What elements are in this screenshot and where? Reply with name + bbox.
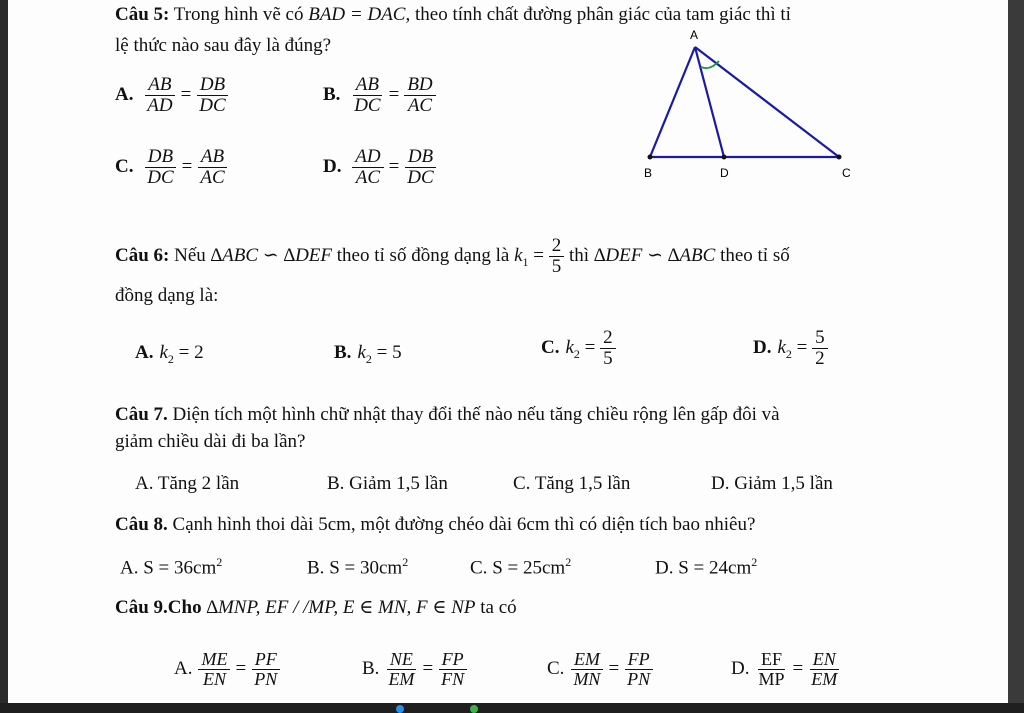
frac-den: 5 bbox=[603, 347, 613, 369]
q6-similar-2: ∆DEF ∽ ∆ABC bbox=[593, 244, 716, 266]
q7-line2: giảm chiều dài đi ba lần? bbox=[115, 431, 306, 452]
window-edge bbox=[1008, 0, 1024, 713]
q7-option-b[interactable]: B. Giảm 1,5 lần bbox=[327, 473, 448, 494]
point-b bbox=[648, 155, 653, 160]
q6-text3: thì bbox=[569, 244, 590, 266]
q5-text2: , theo tính chất đường phân giác của tam giác thì tỉ bbox=[405, 4, 791, 25]
frac-den: AD bbox=[147, 94, 173, 116]
option-sup: 2 bbox=[402, 555, 409, 569]
option-label: C. bbox=[115, 155, 134, 177]
q9-label: Câu 9. bbox=[115, 597, 168, 618]
frac-num: BD bbox=[404, 75, 435, 96]
frac-num: DB bbox=[405, 147, 436, 168]
k: k bbox=[565, 336, 574, 358]
q8-text: Cạnh hình thoi dài 5cm, một đường chéo dài 6cm thì có diện tích bao nhiêu? bbox=[172, 514, 756, 535]
option-label: B. bbox=[307, 557, 325, 579]
frac-den: DC bbox=[147, 166, 174, 188]
k: k bbox=[159, 342, 168, 363]
option-label: B. bbox=[323, 83, 341, 105]
option-label: A. bbox=[135, 342, 154, 363]
k-sub: 2 bbox=[365, 352, 372, 366]
k-sub: 2 bbox=[573, 346, 580, 361]
q6-option-c[interactable] bbox=[541, 328, 616, 369]
q8-option-c[interactable] bbox=[470, 556, 571, 579]
option-value: = 5 bbox=[376, 342, 402, 363]
label-c: C bbox=[842, 166, 851, 180]
q6-text1: Nếu bbox=[174, 244, 206, 266]
q5-math: BAD = DAC bbox=[308, 4, 406, 25]
frac-den: PN bbox=[627, 668, 651, 689]
point-c bbox=[837, 155, 842, 160]
frac-num: DB bbox=[197, 75, 228, 96]
option-value: S = 36cm bbox=[143, 557, 217, 579]
frac-den: AC bbox=[407, 94, 433, 116]
label-d: D bbox=[720, 166, 729, 180]
q5-option-c[interactable]: C. $\frac{DB}{DC}$ = $\frac{AB}{AC}$ bbox=[115, 147, 228, 188]
frac-den: EM bbox=[388, 668, 415, 689]
frac-num: FP bbox=[439, 650, 467, 670]
frac-num: AD bbox=[352, 147, 383, 168]
frac-den: AC bbox=[200, 166, 225, 188]
option-sup: 2 bbox=[216, 555, 223, 569]
q9-option-d[interactable]: D. $\frac{EF}{MP}$ = $\frac{EN}{EM}$ bbox=[731, 650, 840, 689]
q5-option-b[interactable]: B. $\frac{AB}{DC}$ = $\frac{BD}{AC}$ bbox=[323, 75, 436, 116]
option-label: D. bbox=[731, 657, 750, 679]
k-sub: 2 bbox=[785, 346, 792, 361]
frac-num: PF bbox=[252, 650, 280, 670]
q9-option-a[interactable]: A. $\frac{ME}{EN}$ = $\frac{PF}{PN}$ bbox=[174, 650, 280, 689]
q6-k: k bbox=[514, 244, 523, 266]
q5-label: Câu 5: bbox=[115, 4, 170, 25]
q5-line1 bbox=[115, 5, 791, 26]
frac-num: NE bbox=[387, 650, 416, 670]
option-value: S = 30cm bbox=[329, 557, 403, 579]
q8-option-b[interactable] bbox=[307, 556, 408, 579]
frac-den: MN bbox=[573, 668, 601, 689]
q6-line2: đồng dạng là: bbox=[115, 285, 219, 306]
option-label: B. bbox=[362, 657, 380, 679]
q6-label: Câu 6: bbox=[115, 244, 170, 266]
q9-option-b[interactable]: B. $\frac{NE}{EM}$ = $\frac{FP}{FN}$ bbox=[362, 650, 467, 689]
option-label: C. bbox=[470, 557, 488, 579]
frac-den: FN bbox=[441, 668, 465, 689]
frac-num: ME bbox=[198, 650, 230, 670]
option-eq: = bbox=[584, 336, 596, 358]
bisector-ad bbox=[695, 47, 724, 157]
option-label: C. bbox=[547, 657, 565, 679]
option-value: = 2 bbox=[178, 342, 204, 363]
frac-num: EF bbox=[758, 650, 785, 670]
triangle-figure bbox=[628, 25, 868, 185]
q6-option-b[interactable] bbox=[334, 343, 402, 366]
q7-line1 bbox=[115, 405, 780, 426]
q6-line1 bbox=[115, 236, 790, 277]
option-label: D. bbox=[655, 557, 674, 579]
frac-num: FP bbox=[625, 650, 653, 670]
taskbar-app-icon[interactable] bbox=[396, 705, 404, 713]
frac-num: AB bbox=[353, 75, 382, 96]
q5-option-a[interactable]: A. $\frac{AB}{AD}$ = $\frac{DB}{DC}$ bbox=[115, 75, 229, 116]
q8-option-a[interactable] bbox=[120, 556, 222, 579]
frac-num: DB bbox=[145, 147, 176, 168]
q8-option-d[interactable] bbox=[655, 556, 757, 579]
k-sub: 2 bbox=[167, 352, 174, 366]
frac-den: EM bbox=[811, 668, 838, 689]
taskbar bbox=[0, 703, 1024, 713]
frac-num: AB bbox=[198, 147, 227, 168]
q6-eq: = bbox=[533, 244, 544, 266]
k: k bbox=[357, 342, 366, 363]
option-sup: 2 bbox=[565, 555, 572, 569]
q6-text4: theo tỉ số bbox=[720, 244, 790, 266]
option-value: S = 25cm bbox=[492, 557, 566, 579]
option-label: A. bbox=[115, 83, 134, 105]
label-a: A bbox=[690, 28, 699, 42]
q9-math: ∆MNP, EF / /MP, E ∈ MN, F ∈ NP bbox=[206, 597, 476, 618]
frac-num: EM bbox=[571, 650, 603, 670]
q9-option-c[interactable]: C. $\frac{EM}{MN}$ = $\frac{FP}{PN}$ bbox=[547, 650, 653, 689]
q5-line2: lệ thức nào sau đây là đúng? bbox=[115, 35, 332, 56]
frac-den: PN bbox=[254, 668, 278, 689]
frac-den: MP bbox=[758, 668, 785, 689]
q9-text2: ta có bbox=[480, 597, 517, 618]
q9-text1: Cho bbox=[167, 597, 202, 618]
q6-text2: theo tỉ số đồng dạng là bbox=[336, 244, 510, 266]
frac-num: 2 bbox=[549, 236, 565, 257]
k: k bbox=[777, 336, 786, 358]
frac-den: 2 bbox=[815, 347, 825, 369]
option-label: B. bbox=[334, 342, 352, 363]
option-label: A. bbox=[174, 657, 193, 679]
q6-similar-1: ∆ABC ∽ ∆DEF bbox=[210, 244, 333, 266]
frac-den: DC bbox=[199, 94, 226, 116]
q9-line1 bbox=[115, 598, 517, 619]
frac-num: 5 bbox=[812, 328, 828, 349]
q5-text1: Trong hình vẽ có bbox=[173, 4, 309, 25]
q7-label: Câu 7. bbox=[115, 404, 168, 425]
q8-label: Câu 8. bbox=[115, 514, 168, 535]
q7-option-a[interactable]: A. Tăng 2 lần bbox=[135, 473, 240, 494]
frac-num: EN bbox=[810, 650, 839, 670]
q8-line1 bbox=[115, 515, 755, 536]
frac-den: AC bbox=[355, 166, 381, 188]
triangle-lines bbox=[650, 47, 839, 157]
option-value: S = 24cm bbox=[678, 557, 752, 579]
option-label: D. bbox=[753, 336, 772, 358]
point-d bbox=[722, 155, 727, 160]
q6-option-a[interactable] bbox=[135, 343, 204, 366]
option-sup: 2 bbox=[751, 555, 758, 569]
q7-option-d[interactable]: D. Giảm 1,5 lần bbox=[711, 473, 833, 494]
frac-den: 5 bbox=[551, 255, 562, 277]
q7-option-c[interactable]: C. Tăng 1,5 lần bbox=[513, 473, 631, 494]
frac-den: EN bbox=[202, 668, 226, 689]
frac-num: 2 bbox=[600, 328, 616, 349]
side-ab bbox=[650, 47, 695, 157]
frac-den: DC bbox=[354, 94, 381, 116]
taskbar-app-icon[interactable] bbox=[470, 705, 478, 713]
document-page bbox=[8, 0, 1008, 703]
option-eq: = bbox=[796, 336, 808, 358]
option-label: A. bbox=[120, 557, 139, 579]
option-label: D. bbox=[323, 155, 342, 177]
frac-num: AB bbox=[145, 75, 174, 96]
option-label: C. bbox=[541, 336, 560, 358]
q7-text1: Diện tích một hình chữ nhật thay đổi thế nào nếu tăng chiều rộng lên gấp đôi và bbox=[172, 404, 780, 425]
q5-option-d[interactable]: D. $\frac{AD}{AC}$ = $\frac{DB}{DC}$ bbox=[323, 147, 437, 188]
frac-den: DC bbox=[407, 166, 434, 188]
q6-option-d[interactable] bbox=[753, 328, 828, 369]
q6-k-sub: 1 bbox=[522, 254, 529, 269]
label-b: B bbox=[644, 166, 653, 180]
